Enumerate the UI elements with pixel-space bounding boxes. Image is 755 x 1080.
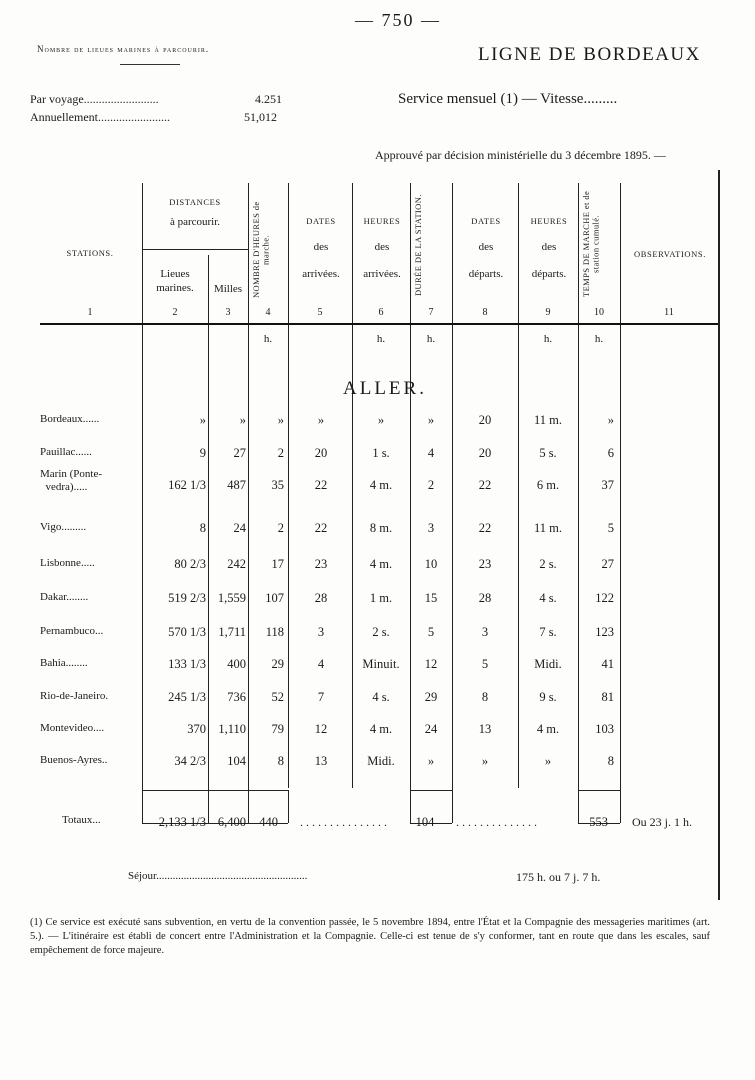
header-dates-arr-3: arrivées. xyxy=(302,268,340,281)
cell-date-dep: 23 xyxy=(478,557,492,571)
cell-date-arr: 28 xyxy=(314,591,328,605)
station-name: Rio-de-Janeiro. xyxy=(40,690,109,702)
cell-duree: 2 xyxy=(427,478,435,492)
sejour-label: Séjour....................................................... xyxy=(128,870,308,882)
col-number: 10 xyxy=(594,307,604,318)
cell-date-dep: 20 xyxy=(478,413,492,427)
section-title: ALLER. xyxy=(343,378,427,399)
totals-milles: 6,400 xyxy=(217,815,246,829)
cell-date-dep: 3 xyxy=(481,625,489,639)
cell-heure-arr: 4 m. xyxy=(369,557,393,571)
station-name: Dakar........ xyxy=(40,591,89,603)
cell-lieues: 370 xyxy=(187,722,206,736)
totals-duree: 104 xyxy=(415,815,435,829)
cell-temps: 103 xyxy=(595,722,614,736)
col-rule xyxy=(288,183,289,788)
cell-lieues: 519 2/3 xyxy=(168,591,206,605)
cell-heure-arr: » xyxy=(377,413,385,427)
cell-duree: 12 xyxy=(424,657,438,671)
header-stations: STATIONS. xyxy=(66,248,114,258)
cell-milles: 1,110 xyxy=(218,722,246,736)
col-rule xyxy=(620,183,621,823)
cell-heure-arr: 8 m. xyxy=(369,521,393,535)
header-rule xyxy=(40,323,718,325)
col-number: 6 xyxy=(378,307,384,318)
col-number: 11 xyxy=(664,307,674,318)
cell-milles: 242 xyxy=(227,557,246,571)
cell-duree: » xyxy=(427,754,435,768)
cell-duree: 4 xyxy=(427,446,435,460)
cell-temps: 37 xyxy=(601,478,614,492)
cell-heures: 79 xyxy=(271,722,284,736)
cell-heure-arr: 4 s. xyxy=(372,690,390,704)
cell-temps: 5 xyxy=(607,521,614,535)
cell-heure-arr: 1 s. xyxy=(372,446,390,460)
cell-heure-dep: 6 m. xyxy=(536,478,560,492)
header-dates-dep-2: des xyxy=(478,240,494,253)
header-temps-marche: TEMPS DE MARCHE et de station cumulé. xyxy=(581,190,601,298)
cell-milles: 27 xyxy=(233,446,246,460)
col-number: 2 xyxy=(172,307,178,318)
cell-date-arr: 22 xyxy=(314,478,328,492)
totals-lieues: 2,133 1/3 xyxy=(158,815,206,829)
col-number: 4 xyxy=(265,307,271,318)
header-heures-arr-2: des xyxy=(374,240,390,253)
cell-lieues: 570 1/3 xyxy=(168,625,206,639)
cell-heure-arr: 4 m. xyxy=(369,478,393,492)
cell-heure-dep: 11 m. xyxy=(533,413,562,427)
par-voyage-value: 4.251 xyxy=(255,92,282,106)
station-name: Lisbonne..... xyxy=(40,557,95,569)
totals-label: Totaux... xyxy=(62,814,101,826)
totals-rule xyxy=(142,790,288,791)
col-number: 8 xyxy=(482,307,488,318)
cell-temps: 27 xyxy=(601,557,614,571)
header-observations: OBSERVATIONS. xyxy=(634,249,706,259)
cell-date-dep: » xyxy=(481,754,489,768)
col-number: 5 xyxy=(317,307,323,318)
cell-duree: 3 xyxy=(427,521,435,535)
cell-date-arr: 7 xyxy=(317,690,325,704)
annuellement-value: 51,012 xyxy=(244,110,277,124)
col-rule xyxy=(208,255,209,823)
cell-heure-dep: 7 s. xyxy=(539,625,557,639)
cell-date-dep: 8 xyxy=(481,690,489,704)
cell-milles: 1,559 xyxy=(217,591,246,605)
lieues-heading: Nombre de lieues marines à parcourir. xyxy=(37,44,210,54)
cell-milles: 487 xyxy=(227,478,246,492)
footnote: (1) Ce service est exécuté sans subvention, en vertu de la convention passée, le 5 novembre 1894, entre l'État et la Compagnie des messageries maritimes (art. 5.). — L'itinéraire est établi de concert entre l'Administration et la Compagnie. Celle-ci est tenue de s'y conformer, tant en route que dans les escales, sauf empêchement de force majeure. xyxy=(30,917,710,957)
cell-heure-arr: Minuit. xyxy=(362,657,400,671)
unit-hours: h. xyxy=(594,333,604,345)
cell-date-arr: 13 xyxy=(314,754,328,768)
cell-date-arr: 4 xyxy=(317,657,325,671)
approval-line: Approuvé par décision ministérielle du 3 décembre 1895. — xyxy=(375,148,666,162)
cell-date-arr: 3 xyxy=(317,625,325,639)
cell-heure-arr: 4 m. xyxy=(369,722,393,736)
cell-date-arr: » xyxy=(317,413,325,427)
station-name: Buenos-Ayres.. xyxy=(40,754,108,766)
header-a-parcourir: à parcourir. xyxy=(169,216,221,228)
cell-milles: 400 xyxy=(227,657,246,671)
cell-milles: 24 xyxy=(233,521,246,535)
totals-dots: .............. xyxy=(456,815,540,829)
header-duree-station: DURÉE DE LA STATION. xyxy=(413,194,423,297)
cell-temps: 123 xyxy=(595,625,614,639)
cell-heure-arr: 1 m. xyxy=(369,591,393,605)
cell-lieues: 133 1/3 xyxy=(168,657,206,671)
header-dates-dep-3: départs. xyxy=(468,268,504,281)
col-number: 1 xyxy=(87,307,93,318)
cell-heure-dep: » xyxy=(544,754,552,768)
station-name: Pernambuco... xyxy=(40,625,104,637)
cell-temps: 6 xyxy=(607,446,614,460)
cell-heures: 2 xyxy=(277,521,284,535)
cell-date-dep: 13 xyxy=(478,722,492,736)
cell-milles: 736 xyxy=(227,690,246,704)
distances-rule xyxy=(142,249,248,250)
totals-rule xyxy=(410,790,452,791)
cell-duree: 24 xyxy=(424,722,438,736)
cell-heure-dep: 2 s. xyxy=(539,557,557,571)
cell-date-dep: 22 xyxy=(478,478,492,492)
station-name: Bordeaux...... xyxy=(40,413,100,425)
cell-milles: 104 xyxy=(227,754,246,768)
col-number: 7 xyxy=(428,307,434,318)
cell-heure-dep: 5 s. xyxy=(539,446,557,460)
cell-lieues: 34 2/3 xyxy=(174,754,206,768)
cell-date-arr: 23 xyxy=(314,557,328,571)
station-name: Bahia........ xyxy=(40,657,88,669)
totals-temps: 553 xyxy=(589,815,608,829)
cell-temps: 41 xyxy=(601,657,614,671)
line-title: LIGNE DE BORDEAUX xyxy=(478,44,701,65)
cell-heures: 35 xyxy=(271,478,284,492)
cell-temps: 8 xyxy=(607,754,614,768)
header-distances: DISTANCES xyxy=(169,197,221,207)
cell-heure-dep: Midi. xyxy=(534,657,562,671)
cell-duree: 29 xyxy=(424,690,438,704)
header-heures-dep-2: des xyxy=(541,240,557,253)
cell-date-dep: 20 xyxy=(478,446,492,460)
cell-lieues: 162 1/3 xyxy=(168,478,206,492)
unit-hours: h. xyxy=(543,333,553,345)
cell-lieues: 8 xyxy=(199,521,206,535)
heading-rule xyxy=(120,64,180,65)
cell-date-dep: 5 xyxy=(481,657,489,671)
cell-milles: 1,711 xyxy=(218,625,246,639)
cell-heure-dep: 4 m. xyxy=(536,722,560,736)
unit-hours: h. xyxy=(426,333,436,345)
station-name: Montevideo.... xyxy=(40,722,105,734)
station-name: Pauillac...... xyxy=(40,446,92,458)
cell-date-dep: 28 xyxy=(478,591,492,605)
totals-dots: ............... xyxy=(300,815,390,829)
cell-lieues: 245 1/3 xyxy=(168,690,206,704)
station-name: Marin (Ponte- vedra)..... xyxy=(40,468,103,493)
cell-date-arr: 12 xyxy=(314,722,328,736)
totals-rule xyxy=(578,790,620,791)
cell-temps: 81 xyxy=(601,690,614,704)
cell-heure-arr: 2 s. xyxy=(372,625,390,639)
unit-hours: h. xyxy=(263,333,273,345)
col-number: 3 xyxy=(225,307,231,318)
cell-heure-dep: 4 s. xyxy=(539,591,557,605)
station-name: Vigo......... xyxy=(40,521,87,533)
cell-heures: 2 xyxy=(277,446,284,460)
cell-date-arr: 20 xyxy=(314,446,328,460)
unit-hours: h. xyxy=(376,333,386,345)
totals-heures: 440 xyxy=(259,815,278,829)
cell-heure-arr: Midi. xyxy=(367,754,395,768)
cell-lieues: 80 2/3 xyxy=(174,557,206,571)
header-dates-arr-2: des xyxy=(313,240,329,253)
header-heures-dep-3: départs. xyxy=(531,268,567,281)
cell-heures: 17 xyxy=(271,557,284,571)
cell-duree: 10 xyxy=(424,557,438,571)
cell-heures: 52 xyxy=(271,690,284,704)
header-lieues: Lieues marines. xyxy=(156,268,194,294)
cell-duree: 5 xyxy=(427,625,435,639)
cell-heure-dep: 9 s. xyxy=(539,690,557,704)
par-voyage-label: Par voyage......................... xyxy=(30,92,159,106)
cell-temps: » xyxy=(607,413,614,427)
cell-temps: 122 xyxy=(595,591,614,605)
right-border xyxy=(718,170,720,900)
cell-lieues: 9 xyxy=(199,446,206,460)
totals-observation: Ou 23 j. 1 h. xyxy=(632,815,692,829)
totals-rule xyxy=(288,790,289,823)
header-dates-arr-1: DATES xyxy=(306,216,336,226)
col-number: 9 xyxy=(545,307,551,318)
cell-heures: 118 xyxy=(265,625,284,639)
cell-lieues: » xyxy=(199,413,206,427)
service-line: Service mensuel (1) — Vitesse......... xyxy=(398,91,618,107)
page-number: — 750 — xyxy=(355,10,441,30)
header-heures-arr-1: HEURES xyxy=(363,216,401,226)
sejour-value: 175 h. ou 7 j. 7 h. xyxy=(516,870,601,884)
header-milles: Milles xyxy=(213,283,243,295)
cell-milles: » xyxy=(239,413,246,427)
cell-duree: » xyxy=(427,413,435,427)
cell-heures: 29 xyxy=(271,657,284,671)
header-heures-arr-3: arrivées. xyxy=(363,268,401,281)
annuellement-label: Annuellement........................ xyxy=(30,110,170,124)
cell-date-dep: 22 xyxy=(478,521,492,535)
header-heures-dep-1: HEURES xyxy=(530,216,568,226)
cell-heures: 107 xyxy=(265,591,284,605)
cell-heures: » xyxy=(277,413,284,427)
header-heures-marche: NOMBRE D'HEURES de marche. xyxy=(251,201,271,299)
cell-heures: 8 xyxy=(277,754,284,768)
cell-duree: 15 xyxy=(424,591,438,605)
cell-date-arr: 22 xyxy=(314,521,328,535)
header-dates-dep-1: DATES xyxy=(471,216,501,226)
cell-heure-dep: 11 m. xyxy=(533,521,562,535)
